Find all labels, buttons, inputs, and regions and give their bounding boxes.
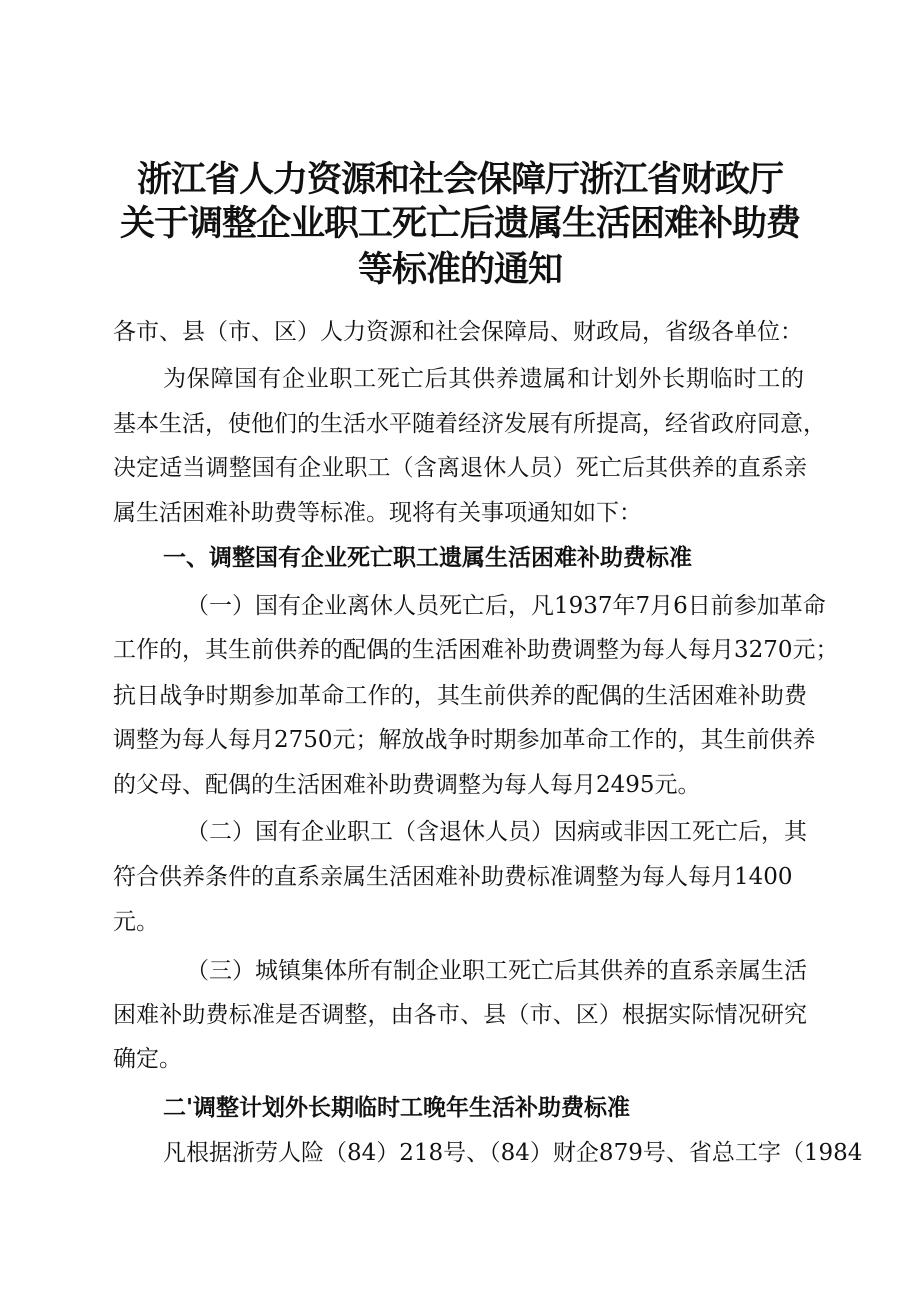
item-1-line: 抗日战争时期参加革命工作的，其生前供养的配偶的生活困难补助费 xyxy=(113,683,807,709)
item-3-line: （三）城镇集体所有制企业职工死亡后其供养的直系亲属生活 xyxy=(186,958,807,984)
section-heading-1: 一、调整国有企业死亡职工遗属生活困难补助费标准 xyxy=(163,545,692,571)
intro-line: 属生活困难补助费等标准。现将有关事项通知如下： xyxy=(113,500,642,526)
intro-line: 基本生活，使他们的生活水平随着经济发展有所提高，经省政府同意， xyxy=(113,411,826,437)
item-2-line: 元。 xyxy=(113,909,159,935)
item-3-line: 确定。 xyxy=(113,1046,182,1072)
intro-line: 为保障国有企业职工死亡后其供养遗属和计划外长期临时工的 xyxy=(163,366,804,392)
item-1-line: （一）国有企业离休人员死亡后，凡1937年7月6日前参加革命 xyxy=(186,593,826,619)
document-title-line-2: 关于调整企业职工死亡后遗属生活困难补助费 xyxy=(119,204,800,244)
salutation: 各市、县（市、区）人力资源和社会保障局、财政局，省级各单位： xyxy=(113,319,803,345)
document-title-line-1: 浙江省人力资源和社会保障厅浙江省财政厅 xyxy=(136,160,783,200)
item-1-line: 调整为每人每月2750元；解放战争时期参加革命工作的，其生前供养 xyxy=(113,727,816,753)
item-1-line: 工作的，其生前供养的配偶的生活困难补助费调整为每人每月3270元； xyxy=(113,637,839,663)
section-2-line: 凡根据浙劳人险（84）218号、（84）财企879号、省总工字（1984 xyxy=(163,1140,863,1166)
item-2-line: 符合供养条件的直系亲属生活困难补助费标准调整为每人每月1400 xyxy=(113,864,793,890)
document-title-line-3: 等标准的通知 xyxy=(357,250,562,290)
item-2-line: （二）国有企业职工（含退休人员）因病或非因工死亡后，其 xyxy=(186,819,807,845)
item-3-line: 困难补助费标准是否调整，由各市、县（市、区）根据实际情况研究 xyxy=(113,1002,807,1028)
section-heading-2: 二'调整计划外长期临时工晚年生活补助费标准 xyxy=(163,1095,631,1121)
item-1-line: 的父母、配偶的生活困难补助费调整为每人每月2495元。 xyxy=(113,772,701,798)
intro-line: 决定适当调整国有企业职工（含离退休人员）死亡后其供养的直系亲 xyxy=(113,455,807,481)
